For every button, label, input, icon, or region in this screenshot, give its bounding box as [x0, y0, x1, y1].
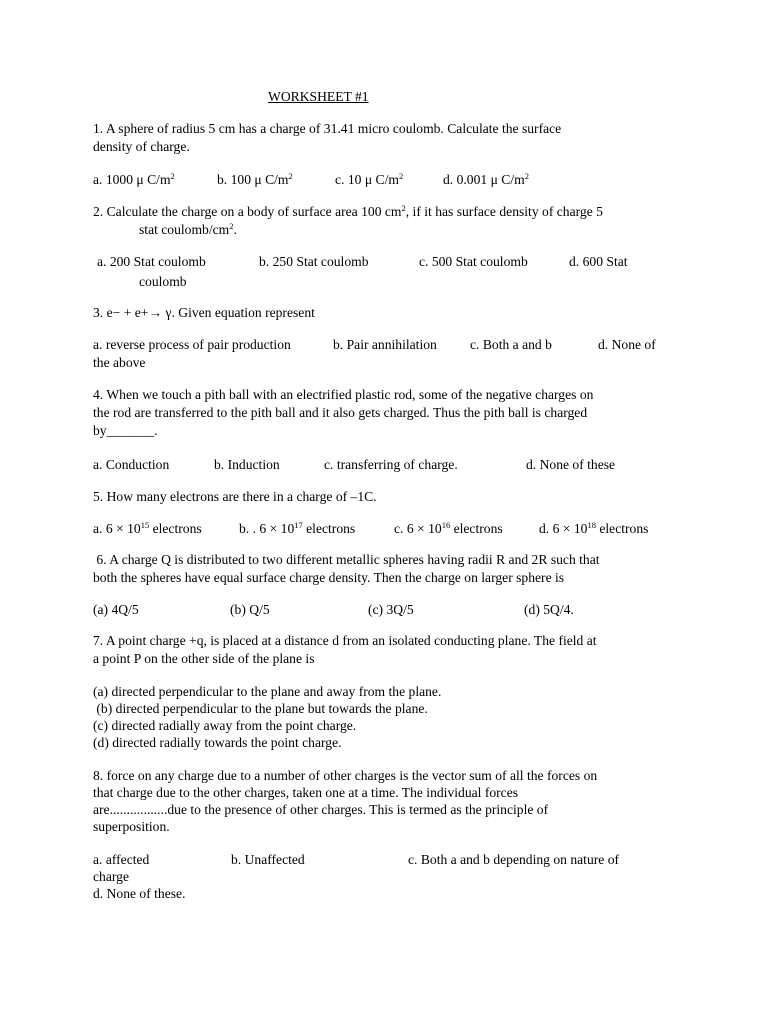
- question-8-line-1: 8. force on any charge due to a number of other charges is the vector sum of all the forces on: [93, 768, 598, 783]
- q7-option-a: (a) directed perpendicular to the plane and away from the plane.: [93, 684, 442, 699]
- q6-option-b: (b) Q/5: [230, 602, 270, 617]
- question-2-options: [93, 253, 693, 271]
- q5-option-c: c. $6 \times 10^{16}$ electrons: [394, 520, 503, 536]
- question-2-option-wrap: coulomb: [139, 274, 187, 289]
- question-1-options: [93, 171, 693, 189]
- question-2-line-1: 2. Calculate the charge on a body of surface area 100 $cm^2$, if it has surface density of charge 5: [93, 203, 603, 219]
- q8-option-d: d. None of these.: [93, 886, 186, 901]
- question-8-line-4: superposition.: [93, 819, 170, 834]
- question-1: [93, 120, 673, 156]
- q1-option-a: a. 1000 μ $C/m^2$: [93, 171, 175, 187]
- question-8: [93, 767, 693, 835]
- q5-option-d: d. $6 \times 10^{18}$ electrons: [539, 520, 649, 536]
- question-6-line-1: 6. A charge Q is distributed to two different metallic spheres having radii R and 2R such that: [93, 552, 600, 567]
- question-8-option-d-row: [93, 885, 693, 903]
- question-2: [93, 203, 693, 239]
- question-8-line-3: are.................due to the presence of other charges. This is termed as the principle of: [93, 802, 549, 817]
- q8-option-c: c. Both a and b depending on nature of: [408, 852, 620, 867]
- question-7-line-2: a point P on the other side of the plane is: [93, 651, 315, 666]
- question-7-line-1: 7. A point charge +q, is placed at a distance d from an isolated conducting plane. The field at: [93, 633, 597, 648]
- q1-option-d: d. 0.001 μ $C/m^2$: [443, 171, 529, 187]
- q1-option-b: b. 100 μ $C/m^2$: [217, 171, 293, 187]
- q2-option-c: c. 500 Stat coulomb: [419, 254, 528, 269]
- question-6: [93, 551, 693, 587]
- q3-option-a: a. reverse process of pair production: [93, 337, 291, 352]
- question-5: [93, 488, 693, 506]
- question-4-options: [93, 456, 693, 474]
- worksheet-title: WORKSHEET #1: [268, 89, 369, 104]
- q4-option-c: c. transferring of charge.: [324, 457, 458, 472]
- question-4-line-3: by_______.: [93, 423, 158, 438]
- q3-option-c: c. Both a and b: [470, 337, 552, 352]
- q1-option-c: c. 10 μ $C/m^2$: [335, 171, 404, 187]
- q7-option-d: (d) directed radially towards the point charge.: [93, 735, 342, 750]
- question-1-line-1: 1. A sphere of radius 5 cm has a charge of 31.41 micro coulomb. Calculate the surface: [93, 121, 562, 136]
- q8-option-a: a. affected: [93, 852, 150, 867]
- question-1-line-2: density of charge.: [93, 139, 190, 154]
- question-6-line-2: both the spheres have equal surface charge density. Then the charge on larger sphere is: [93, 570, 565, 585]
- q2-option-b: b. 250 Stat coulomb: [259, 254, 369, 269]
- question-3-text: 3. e− + e+→ γ. Given equation represent: [93, 305, 315, 320]
- question-4-line-2: the rod are transferred to the pith ball and it also gets charged. Thus the pith ball is charged: [93, 405, 588, 420]
- q4-option-d: d. None of these: [526, 457, 616, 472]
- q7-option-c: (c) directed radially away from the point charge.: [93, 718, 357, 733]
- question-3-option-wrap: the above: [93, 355, 146, 370]
- question-7: [93, 632, 693, 668]
- question-4-line-1: 4. When we touch a pith ball with an electrified plastic rod, some of the negative charges on: [93, 387, 594, 402]
- q2-option-a: a. 200 Stat coulomb: [97, 254, 206, 269]
- q5-option-a: a. $6 \times 10^{15}$ electrons: [93, 520, 202, 536]
- q2-option-d: d. 600 Stat: [569, 254, 628, 269]
- question-8-line-2: that charge due to the other charges, taken one at a time. The individual forces: [93, 785, 519, 800]
- q8-option-b: b. Unaffected: [231, 852, 305, 867]
- question-5-options: [93, 520, 693, 538]
- question-6-options: [93, 601, 693, 619]
- q6-option-d: (d) 5Q/4.: [524, 602, 574, 617]
- q6-option-c: (c) 3Q/5: [368, 602, 414, 617]
- question-3-options: [93, 336, 693, 354]
- question-5-text: 5. How many electrons are there in a charge of –1C.: [93, 489, 377, 504]
- q7-option-b: (b) directed perpendicular to the plane but towards the plane.: [93, 701, 428, 716]
- q6-option-a: (a) 4Q/5: [93, 602, 139, 617]
- q3-option-b: b. Pair annihilation: [333, 337, 437, 352]
- q5-option-b: b. . $6 \times 10^{17}$ electrons: [239, 520, 356, 536]
- question-8-option-wrap: charge: [93, 869, 129, 884]
- q3-option-d: d. None of: [598, 337, 656, 352]
- question-3: [93, 304, 693, 322]
- question-8-options: [93, 851, 693, 869]
- q4-option-b: b. Induction: [214, 457, 280, 472]
- q4-option-a: a. Conduction: [93, 457, 170, 472]
- question-2-line-2: stat coulomb/$cm^2$.: [139, 221, 237, 237]
- question-4: [93, 386, 693, 440]
- question-7-options: [93, 683, 693, 751]
